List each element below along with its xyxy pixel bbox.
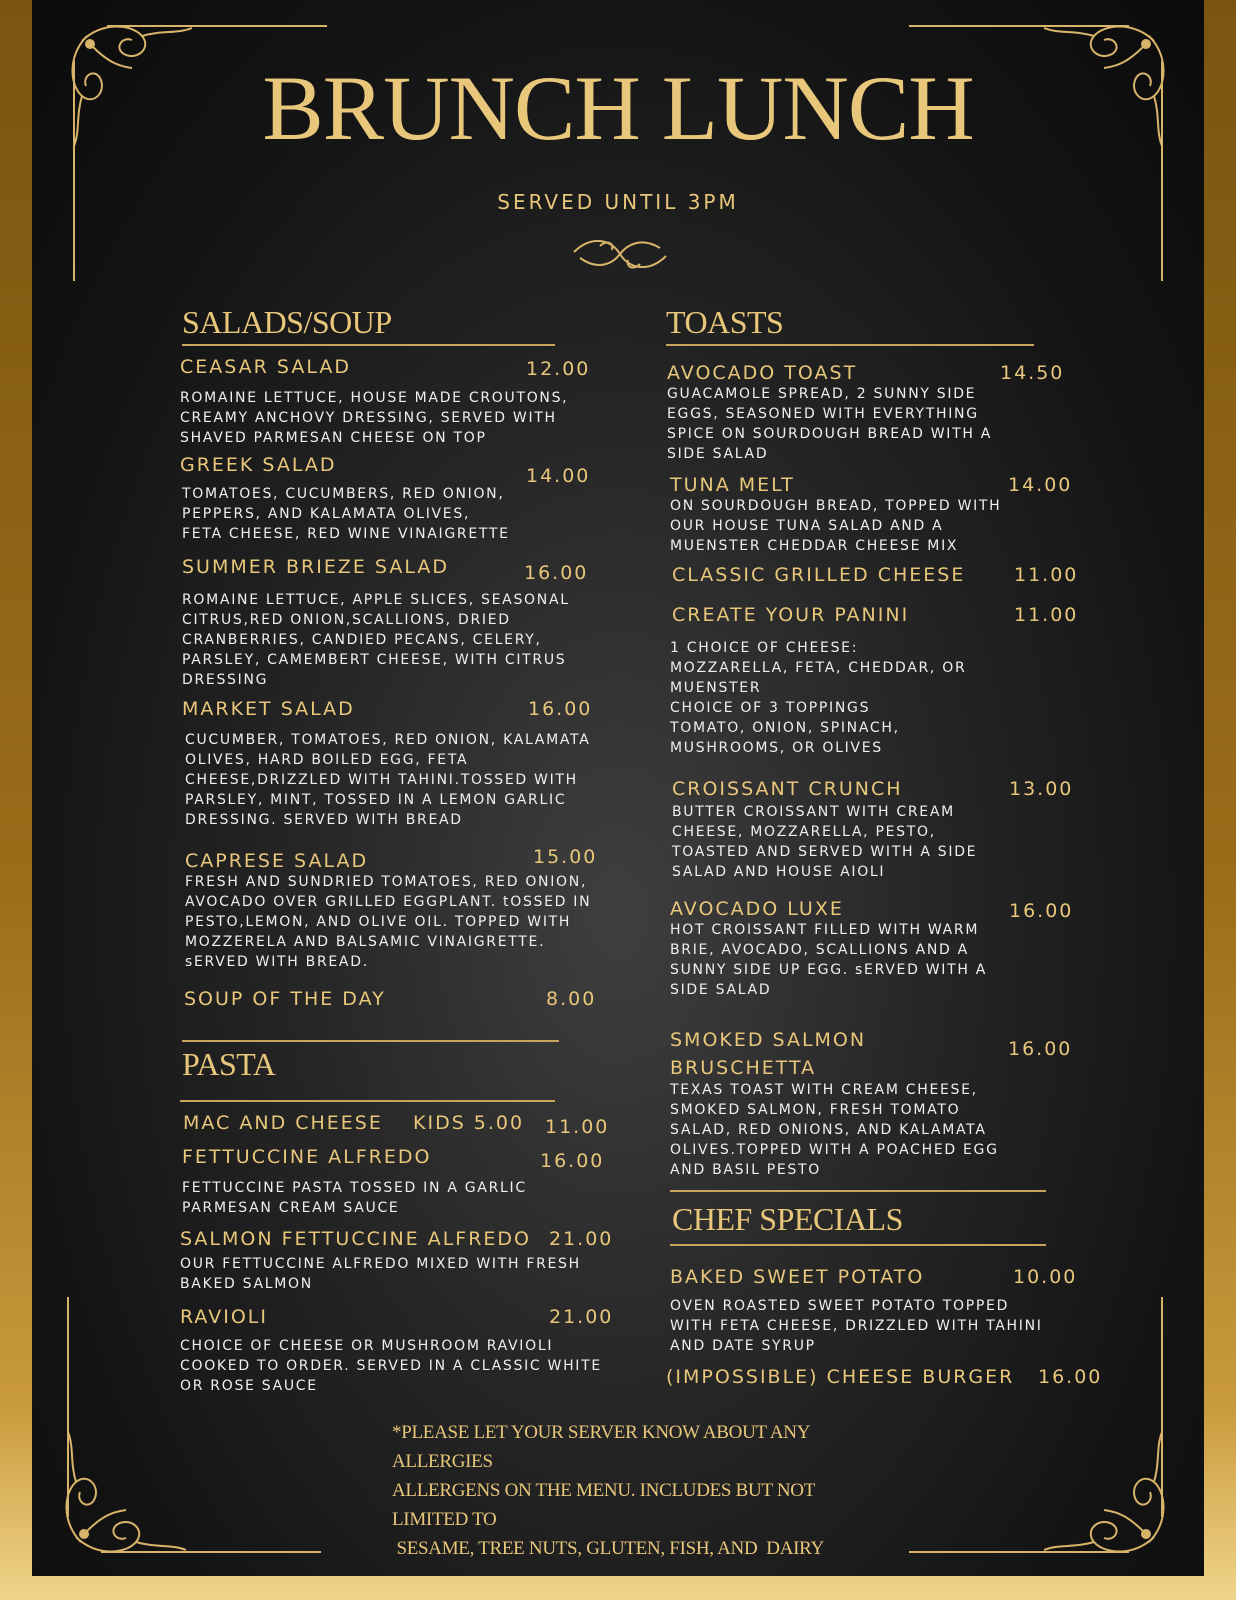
item-name: BAKED SWEET POTATO (670, 1266, 925, 1288)
allergy-note: *PLEASE LET YOUR SERVER KNOW ABOUT ANY ALLERGIES ALLERGENS ON THE MENU. INCLUDES BUT NOT LIMITED TO SESAME, TREE NUTS, GLUTEN, FISH, AND DAIRY (392, 1422, 824, 1559)
item-name: SOUP OF THE DAY (184, 988, 386, 1010)
item-name: AVOCADO LUXE (670, 898, 844, 920)
item-name: RAVIOLI (180, 1306, 268, 1328)
item-name: AVOCADO TOAST (667, 362, 858, 384)
item-name: (IMPOSSIBLE) CHEESE BURGER (666, 1366, 1015, 1388)
corner-ornament-bottom-left (56, 1292, 326, 1562)
menu-title: BRUNCH LUNCH (262, 57, 974, 159)
item-description: FETTUCCINE PASTA TOSSED IN A GARLIC PARMESAN CREAM SAUCE (182, 1180, 527, 1216)
item-price: 14.00 (526, 465, 591, 487)
item-price: 16.00 (1008, 1038, 1073, 1060)
item-description: ROMAINE LETTUCE, HOUSE MADE CROUTONS, CREAMY ANCHOVY DRESSING, SERVED WITH SHAVED PARMESAN CHEESE ON TOP (180, 390, 569, 446)
item-description: TOMATOES, CUCUMBERS, RED ONION, PEPPERS, AND KALAMATA OLIVES, FETA CHEESE, RED WINE VINAIGRETTE (182, 486, 510, 542)
item-price: 11.00 (1014, 564, 1079, 586)
item-price: 21.00 (549, 1306, 614, 1328)
item-description: ON SOURDOUGH BREAD, TOPPED WITH OUR HOUSE TUNA SALAD AND A MUENSTER CHEDDAR CHEESE MIX (670, 498, 1002, 554)
item-description: ROMAINE LETTUCE, APPLE SLICES, SEASONAL CITRUS,RED ONION,SCALLIONS, DRIED CRANBERRIES, CANDIED PECANS, CELERY, PARSLEY, CAMEMBERT CHEESE, WITH CITRUS DRESSING (182, 592, 570, 688)
item-name: CREATE YOUR PANINI (672, 604, 910, 626)
corner-ornament-icon (56, 1292, 326, 1562)
item-description: HOT CROISSANT FILLED WITH WARM BRIE, AVOCADO, SCALLIONS AND A SUNNY SIDE UP EGG. sERVED WITH A SIDE SALAD (670, 922, 987, 998)
item-description: GUACAMOLE SPREAD, 2 SUNNY SIDE EGGS, SEASONED WITH EVERYTHING SPICE ON SOURDOUGH BREAD WITH A SIDE SALAD (667, 386, 992, 462)
item-price: 8.00 (546, 988, 597, 1010)
flourish-icon (570, 232, 670, 282)
item-name: GREEK SALAD (180, 454, 337, 476)
item-price: 13.00 (1009, 778, 1074, 800)
item-name: SUMMER BRIEZE SALAD (182, 556, 449, 578)
section-divider (182, 1040, 559, 1042)
item-name: SMOKED SALMON BRUSCHETTA (670, 1029, 867, 1079)
section-title-toasts: TOASTS (666, 304, 784, 340)
item-description: OUR FETTUCCINE ALFREDO MIXED WITH FRESH BAKED SALMON (180, 1256, 581, 1292)
item-price: 16.00 (540, 1150, 605, 1172)
item-price: 10.00 (1013, 1266, 1078, 1288)
item-price: 16.00 (528, 698, 593, 720)
section-title-pasta: PASTA (182, 1046, 276, 1082)
item-name: MAC AND CHEESE (183, 1112, 383, 1134)
item-price: 11.00 (545, 1116, 610, 1138)
item-name: CEASAR SALAD (180, 356, 351, 378)
item-name: CAPRESE SALAD (185, 850, 369, 872)
item-price: 21.00 (549, 1228, 614, 1250)
item-price: 11.00 (1014, 604, 1079, 626)
item-name: CROISSANT CRUNCH (672, 778, 903, 800)
item-price: 12.00 (526, 358, 591, 380)
item-name: CLASSIC GRILLED CHEESE (672, 564, 966, 586)
item-price: 16.00 (1038, 1366, 1103, 1388)
section-divider (670, 1190, 1046, 1192)
item-kids-price: KIDS 5.00 (413, 1112, 525, 1134)
item-description: CHOICE OF CHEESE OR MUSHROOM RAVIOLI COOKED TO ORDER. SERVED IN A CLASSIC WHITE OR ROSE SAUCE (180, 1338, 602, 1394)
item-price: 14.00 (1008, 474, 1073, 496)
section-title-chef-specials: CHEF SPECIALS (672, 1201, 903, 1237)
item-name: SALMON FETTUCCINE ALFREDO (180, 1228, 532, 1250)
item-name: FETTUCCINE ALFREDO (182, 1146, 432, 1168)
item-description: CUCUMBER, TOMATOES, RED ONION, KALAMATA OLIVES, HARD BOILED EGG, FETA CHEESE,DRIZZLED WITH TAHINI.TOSSED WITH PARSLEY, MINT, TOSSED IN A LEMON GARLIC DRESSING. SERVED WITH BREAD (185, 732, 591, 828)
item-description: 1 CHOICE OF CHEESE: MOZZARELLA, FETA, CHEDDAR, OR MUENSTER CHOICE OF 3 TOPPINGS TOMATO, ONION, SPINACH, MUSHROOMS, OR OLIVES (670, 640, 967, 756)
item-name: MARKET SALAD (182, 698, 355, 720)
item-description: FRESH AND SUNDRIED TOMATOES, RED ONION, AVOCADO OVER GRILLED EGGPLANT. tOSSED IN PESTO,LEMON, AND OLIVE OIL. TOPPED WITH MOZZERELA AND BALSAMIC VINAIGRETTE. sERVED WITH BREAD. (185, 874, 592, 970)
item-name: TUNA MELT (670, 474, 795, 496)
item-price: 16.00 (524, 562, 589, 584)
menu-panel (32, 0, 1204, 1576)
section-divider (666, 344, 1034, 346)
menu-subtitle: SERVED UNTIL 3PM (497, 190, 739, 214)
item-description: TEXAS TOAST WITH CREAM CHEESE, SMOKED SALMON, FRESH TOMATO SALAD, RED ONIONS, AND KALAMATA OLIVES.TOPPED WITH A POACHED EGG AND BASIL PESTO (670, 1082, 999, 1178)
item-description: OVEN ROASTED SWEET POTATO TOPPED WITH FETA CHEESE, DRIZZLED WITH TAHINI AND DATE SYRUP (670, 1298, 1043, 1354)
section-divider (182, 344, 555, 346)
item-price: 15.00 (533, 846, 598, 868)
section-divider (670, 1244, 1046, 1246)
item-price: 16.00 (1009, 900, 1074, 922)
section-divider (180, 1100, 555, 1102)
section-title-salads: SALADS/SOUP (182, 304, 392, 340)
item-price: 14.50 (1000, 362, 1065, 384)
item-description: BUTTER CROISSANT WITH CREAM CHEESE, MOZZARELLA, PESTO, TOASTED AND SERVED WITH A SIDE SALAD AND HOUSE AIOLI (672, 804, 978, 880)
